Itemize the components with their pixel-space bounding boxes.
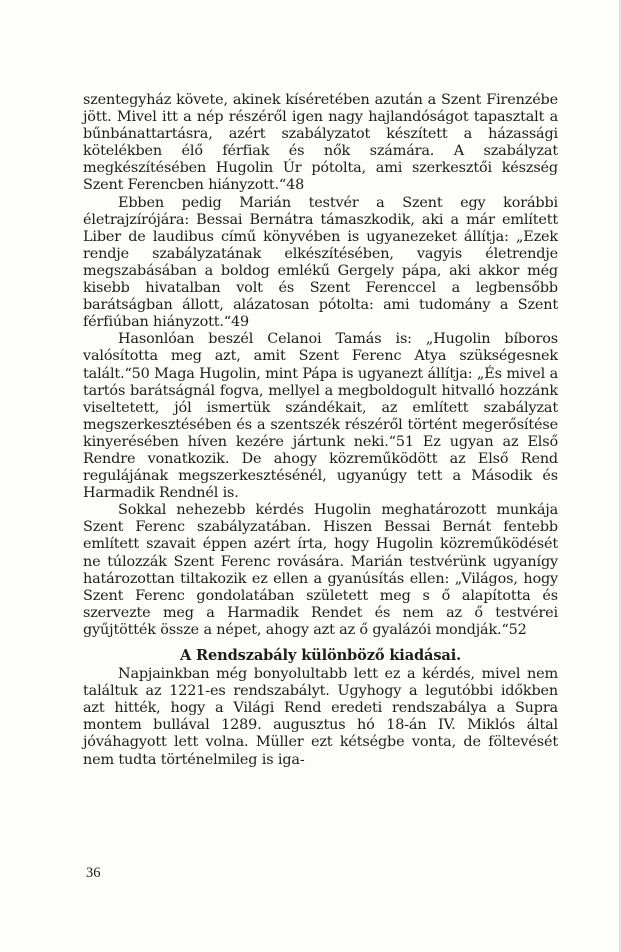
paragraph-2: Ebben pedig Marián testvér a Szent egy korábbi életrajzírójára: Bessai Bernátra támaszkodik, aki a már említett Liber de laudibus című könyvében is ugyanezeket állítja: „Ezek rendje szabályzatának elkészítésében, vagyis életrendje megszabásában a boldog emlékű Gergely pápa, aki akkor még kisebb hivatalban volt és Szent Ferenccel a legbensőbb barátságban állott, alázatosan pótolta: ami tudomány a Szent férfiúban hiányzott.“49 [83, 194, 558, 331]
paragraph-1: szentegyház követe, akinek kíséretében azután a Szent Firenzébe jött. Mivel itt a nép részéről igen nagy hajlandóságot tapasztalt a bűnbánattartásra, azért szabályzatot készített a házassági kötelékben élő férfiak és nők számára. A szabályzat megkészítésében Hugolin Úr pótolta, ami szerkesztői készség Szent Ferencben hiányzott.“48 [83, 92, 558, 194]
paragraph-4: Sokkal nehezebb kérdés Hugolin meghatározott munkája Szent Ferenc szabályzatában. Hiszen Bessai Bernát fentebb említett szavait éppen azért írta, hogy Hugolin közreműködését ne túlozzák Szent Ferenc rovására. Marián testvérünk ugyanígy határozottan tiltakozik ez ellen a gyanúsítás ellen: „Világos, hogy Szent Ferenc gondolatában született meg s ő alapította és szervezte meg a Harmadik Rendet és nem az ő testvérei gyűjtötték össze a népet, ahogy azt az ő gyalázói mondják.“52 [83, 502, 558, 638]
body-text [83, 92, 558, 769]
paragraph-3: Hasonlóan beszél Celanoi Tamás is: „Hugolin bíboros valósította meg azt, amit Szent Ferenc Atya szükségesnek talált.“50 Maga Hugolin, mint Pápa is ugyanezt állítja: „És mivel a tartós barátságnál fogva, mellyel a megboldogult hitvalló hozzánk viseltetett, jól ismertük szándékait, az említett szabályzat megszerkesztésében és a szentszék részéről történt megerősítése kinyerésében híven kezére jártunk neki.“51 Ez ugyan az Első Rendre vonatkozik. De ahogy közreműködött az Első Rend reguláјának megszerkesztésénél, ugyanúgy tett a Második és Harmadik Rendnél is. [83, 331, 558, 502]
paragraph-5: Napjainkban még bonyolultabb lett ez a kérdés, mivel nem találtuk az 1221-es rendszabályt. Ugyhogy a legutóbbi időkben azt hitték, hogy a Világi Rend eredeti rendszabálya a Supra montem bullával 1289. augusztus hó 18-án IV. Miklós által jóváhagyott lett volna. Müller ezt kétségbe vonta, de föltevését nem tudta történelmileg is iga- [83, 666, 558, 768]
page-number: 36 [86, 865, 101, 881]
section-heading: A Rendszabály különböző kiadásai. [179, 647, 462, 664]
